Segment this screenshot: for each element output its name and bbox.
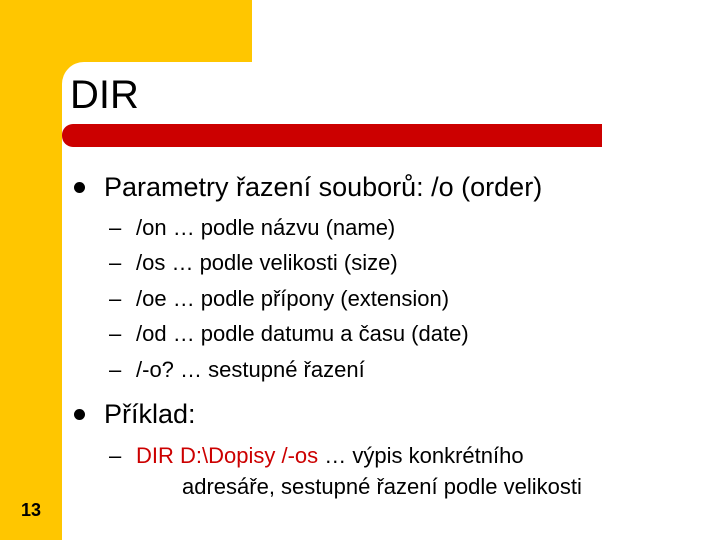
sub-item-text: /oe … podle přípony (extension) [136, 286, 450, 311]
sub-item [109, 247, 398, 279]
bullet-item [104, 170, 542, 204]
bullet-text: Parametry řazení souborů: /o (order) [104, 172, 543, 202]
sub-item-text: /-o? … sestupné řazení [136, 357, 365, 382]
bullet-dot-icon [74, 182, 85, 193]
dash-icon: – [109, 250, 122, 275]
sub-item-text: /on … podle názvu (name) [136, 215, 396, 240]
sub-item [109, 354, 365, 386]
page-number: 13 [20, 500, 42, 520]
sub-item [109, 318, 469, 350]
bullet-item [104, 397, 196, 431]
sub-item-text: /os … podle velikosti (size) [136, 250, 398, 275]
dash-icon: – [109, 321, 122, 346]
dash-icon: – [109, 357, 122, 382]
example-command: DIR D:\Dopisy /-os [136, 443, 319, 468]
sub-item-text: /od … podle datumu a času (date) [136, 321, 469, 346]
slide-title: DIR [70, 73, 139, 117]
example-description: … výpis konkrétního [318, 443, 524, 468]
dash-icon: – [109, 286, 122, 311]
sub-item [109, 212, 396, 244]
bullet-text: Příklad: [104, 399, 196, 429]
dash-icon: – [109, 215, 122, 240]
example-line-continuation [182, 471, 582, 503]
sub-item [109, 283, 450, 315]
bullet-dot-icon [74, 409, 85, 420]
example-description-continuation: adresáře, sestupné řazení podle velikosti [182, 474, 582, 499]
example-line [109, 440, 524, 472]
dash-icon: – [109, 443, 122, 468]
